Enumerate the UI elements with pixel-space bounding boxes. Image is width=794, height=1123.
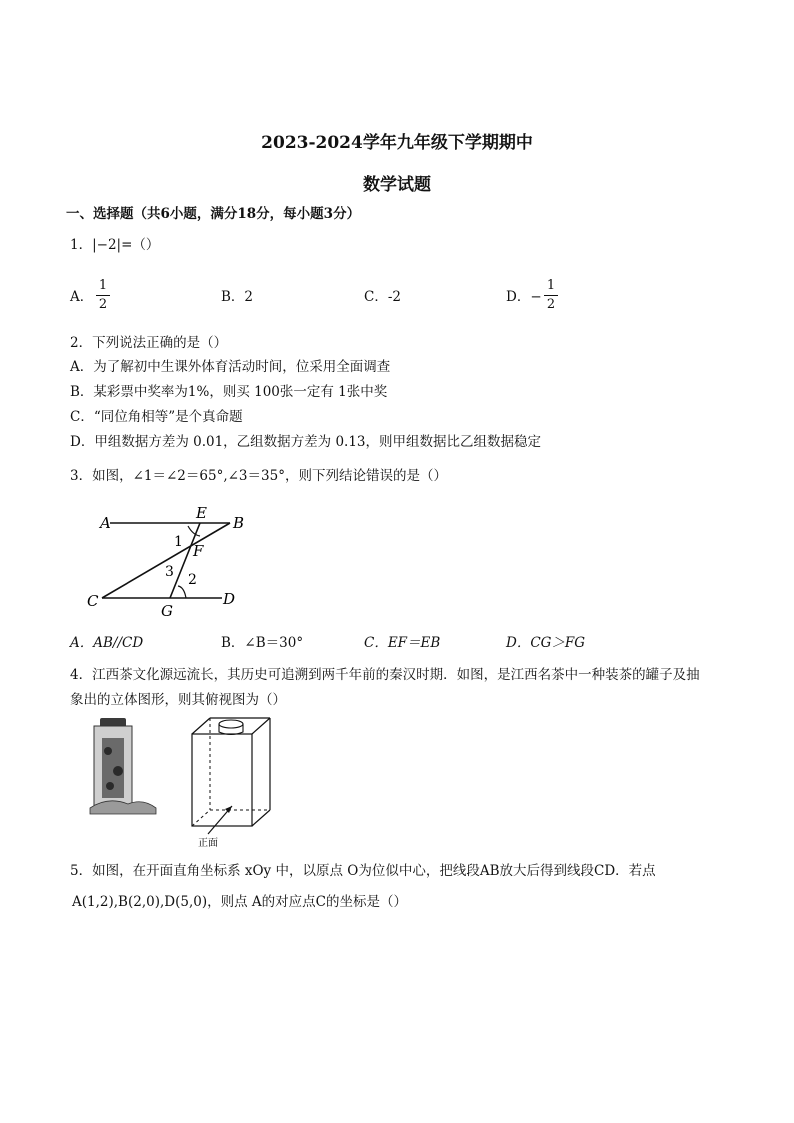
cuboid-front-face <box>192 734 252 826</box>
label-f: F <box>193 542 204 560</box>
page-subtitle: 数学试题 <box>363 175 431 195</box>
fraction-bar <box>96 295 110 296</box>
fraction-denominator: 2 <box>98 297 108 312</box>
label-angle-3: 3 <box>165 564 174 580</box>
fraction-numerator: 1 <box>98 278 108 293</box>
angle-2-arc <box>178 586 186 598</box>
q2-option-b: B．某彩票中奖率为1%，则买 100张一定有 1张中奖 <box>70 384 388 400</box>
page-title: 2023-2024学年九年级下学期期中 <box>261 133 533 153</box>
tea-jar-photo <box>88 716 160 816</box>
q3-geometry-figure <box>80 498 250 623</box>
q1-option-c: C．-2 <box>364 289 401 305</box>
q4-stem-line1: 4．江西茶文化源远流长，其历史可追溯到两千年前的秦汉时期．如图，是江西名茶中一种装茶的罐子及抽 <box>70 667 700 683</box>
label-e: E <box>196 504 207 522</box>
label-b: B <box>233 514 245 532</box>
jar-dot <box>104 747 112 755</box>
q5-stem-line2: A(1,2),B(2,0),D(5,0)，则点 A的对应点C的坐标是（） <box>72 894 407 910</box>
q1-stem: 1．|−2|=（） <box>70 237 160 253</box>
q1-option-d-label: D．− <box>506 289 542 305</box>
label-angle-2: 2 <box>188 572 197 588</box>
q2-option-c: C．“同位角相等”是个真命题 <box>70 409 243 425</box>
label-angle-1: 1 <box>174 534 183 550</box>
q3-option-d: D．CG＞FG <box>506 635 586 651</box>
fraction-numerator: 1 <box>546 278 556 293</box>
fraction-bar <box>544 295 558 296</box>
q3-option-a: A．AB//CD <box>70 635 144 651</box>
q4-stem-line2: 象出的立体图形，则其俯视图为（） <box>70 692 286 708</box>
q2-option-d: D．甲组数据方差为 0.01，乙组数据方差为 0.13，则甲组数据比乙组数据稳定 <box>70 434 542 450</box>
section-heading: 一、选择题（共6小题，满分18分，每小题3分） <box>66 206 361 222</box>
line-bc <box>102 523 230 598</box>
edge <box>252 718 270 734</box>
label-c: C <box>87 592 99 610</box>
front-view-label: 正面 <box>198 838 218 849</box>
q1-option-b: B．2 <box>221 289 254 305</box>
q3-option-b: B．∠B＝30° <box>221 635 304 651</box>
jar-base-decoration <box>90 801 156 814</box>
q5-stem-line1: 5．如图，在开面直角坐标系 xOy 中，以原点 O为位似中心，把线段AB放大后得到线段CD．若点 <box>70 863 656 879</box>
label-a: A <box>100 514 111 532</box>
cylinder-top <box>219 720 243 728</box>
q1-option-a-label: A． <box>70 289 94 305</box>
hidden-edge <box>192 810 210 826</box>
label-d: D <box>223 590 236 608</box>
jar-dot <box>113 766 123 776</box>
jar-dot <box>106 782 114 790</box>
q4-solid-figure <box>180 712 280 852</box>
q3-option-c: C．EF＝EB <box>364 635 441 651</box>
edge <box>192 718 210 734</box>
q1-option-d-fraction <box>544 279 558 312</box>
fraction-denominator: 2 <box>546 297 556 312</box>
q3-stem: 3．如图，∠1＝∠2＝65°,∠3＝35°，则下列结论错误的是（） <box>70 468 447 484</box>
q1-option-a-fraction <box>96 279 110 312</box>
q2-stem: 2．下列说法正确的是（） <box>70 335 228 351</box>
q2-option-a: A．为了解初中生课外体育活动时间，位采用全面调查 <box>70 359 391 375</box>
label-g: G <box>161 602 173 620</box>
edge <box>252 810 270 826</box>
